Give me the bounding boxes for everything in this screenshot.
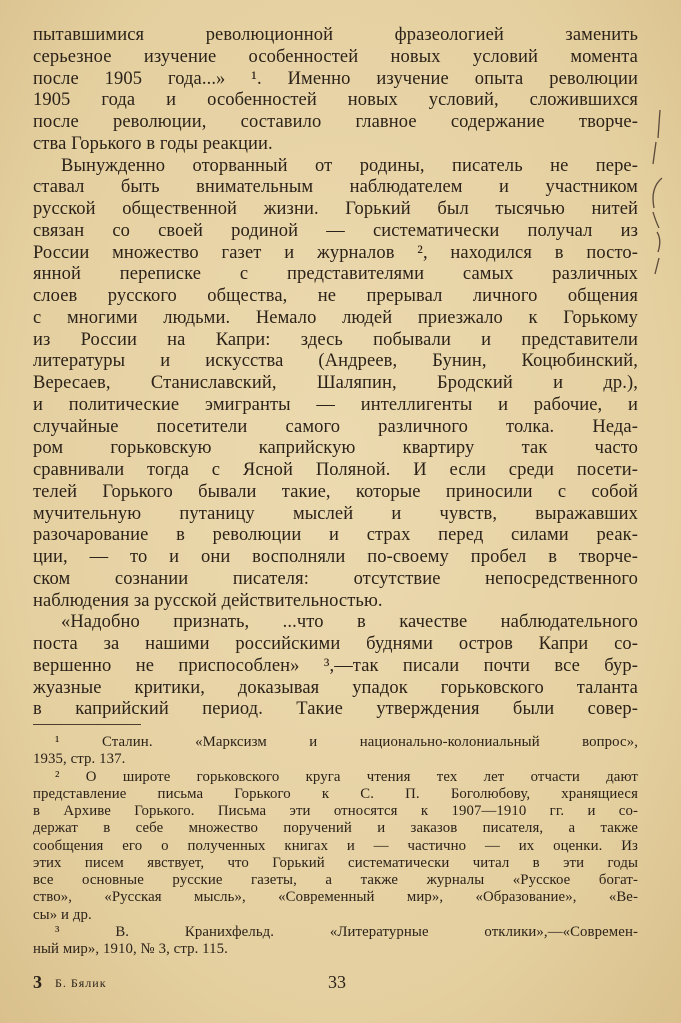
text-line: ском сознании писателя: отсутствие непосредственного [33, 568, 638, 589]
text-line: мучительную путаницу мыслей и чувств, выражавших [33, 503, 638, 524]
text-line: литературы и искусства (Андреев, Бунин, Коцюбинский, [33, 351, 638, 372]
text-line: 1905 года и особенностей новых условий, сложившихся [33, 90, 638, 111]
text-line: жуазные критики, доказывая упадок горьковского таланта [33, 677, 638, 698]
signature-name: Б. Бялик [55, 976, 107, 990]
footnote-line: ² О широте горьковского круга чтения тех лет отчасти дают [55, 768, 638, 785]
page-footer [33, 972, 638, 994]
text-line: телей Горького бывали такие, которые приносили с собой [33, 481, 638, 502]
text-line: Вересаев, Станиславский, Шаляпин, Бродский и др.), [33, 373, 638, 393]
text-line: серьезное изучение особенностей новых условий момента [33, 46, 638, 67]
footnote-separator [33, 724, 141, 725]
text-line: из России на Капри: здесь побывали и представители [33, 329, 638, 350]
footnote-line: 1935, стр. 137. [33, 751, 126, 768]
text-line: слоев русского общества, не прерывал личного общения [33, 286, 638, 306]
text-line: России множество газет и журналов ², находился в посто- [33, 242, 638, 263]
pencil-margin-marks [640, 60, 670, 280]
text-line: случайные посетители самого различного толка. Неда- [33, 416, 638, 437]
text-line: ства Горького в годы реакции. [33, 133, 273, 154]
text-line: наблюдения за русской действительностью. [33, 590, 383, 611]
text-line: русской общественной жизни. Горький был тысячью нитей [33, 199, 638, 219]
footnote-line: сообщения его о полученных книгах и — частично — их оценки. Из [33, 837, 638, 854]
text-line: янной переписке с представителями самых различных [33, 264, 638, 285]
footnote-line: держат в себе множество поручений и заказов писателя, а также [33, 820, 638, 837]
footnote-line: сы» и др. [33, 906, 92, 923]
text-line: вершенно не приспособлен» ³,—так писали почти все бур- [33, 655, 638, 676]
signature-number: 3 [33, 972, 42, 992]
footnote-line: ³ В. Кранихфельд. «Литературные отклики»,—«Современ- [55, 923, 638, 940]
footnote-line: ство», «Русская мысль», «Современный мир», «Образование», «Ве- [33, 889, 638, 906]
footnote-line: ный мир», 1910, № 3, стр. 115. [33, 941, 228, 957]
text-line: ции, — то и они восполняли по-своему пробел в творче- [33, 547, 638, 567]
text-line: после 1905 года...» ¹. Именно изучение опыта революции [33, 68, 638, 89]
text-line: поста за нашими российскими буднями остров Капри со- [33, 634, 638, 654]
text-line: и политические эмигранты — интеллигенты и рабочие, и [33, 394, 638, 415]
page-number: 33 [328, 972, 346, 992]
footnote-line: ¹ Сталин. «Марксизм и национально-колониальный вопрос», [55, 734, 638, 750]
footnotes [33, 734, 638, 958]
text-line: Вынужденно оторванный от родины, писатель не пере- [61, 155, 638, 176]
footnote-line: этих писем явствует, что Горький систематически читал в эти годы [33, 854, 638, 871]
text-line: после революции, составило главное содержание творче- [33, 112, 638, 132]
text-line: ром горьковскую каприйскую квартиру так часто [33, 438, 638, 459]
text-line: в каприйский период. Такие утверждения были совер- [33, 699, 638, 720]
text-line: пытавшимися революционной фразеологией заменить [33, 25, 638, 45]
text-line: ставал быть внимательным наблюдателем и участником [33, 177, 638, 198]
body-text [33, 25, 638, 721]
text-line: «Надобно признать, ...что в качестве наблюдательного [61, 612, 638, 633]
text-line: с многими людьми. Немало людей приезжало к Горькому [33, 307, 638, 328]
footnote-line: в Архиве Горького. Письма эти относятся к 1907—1910 гг. и со- [33, 803, 638, 819]
footnote-line: представление письма Горького к С. П. Боголюбову, хранящиеся [33, 785, 638, 802]
text-line: разочарование в революции и страх перед силами реак- [33, 525, 638, 546]
footnote-line: все основные русские газеты, а также журналы «Русское богат- [33, 872, 638, 888]
text-line: сравнивали тогда с Ясной Поляной. И если среди посети- [33, 460, 638, 480]
text-line: связан со своей родиной — систематически получал из [33, 220, 638, 241]
